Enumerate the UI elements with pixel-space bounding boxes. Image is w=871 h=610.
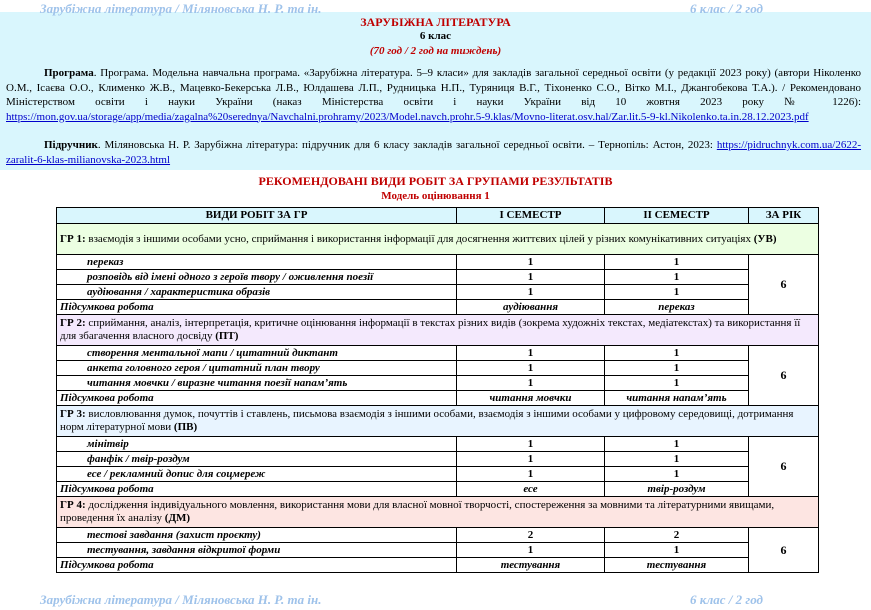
group-row [57, 497, 819, 528]
assessment-table [56, 207, 819, 573]
group-label: ГР 4: [60, 499, 86, 511]
group-label: ГР 1: [60, 232, 86, 245]
group-text: висловлювання думок, почуттів і ставлень, письмова взаємодія з іншими особами, взаємодія з іншими особами у цифровому середовищі, дотримання норм літературної мови [60, 408, 794, 433]
summary-label: Підсумкова робота [57, 558, 457, 573]
activity-row [57, 437, 819, 452]
group-description [57, 406, 819, 437]
summary-semester-2: твір-роздум [605, 482, 749, 497]
semester-2-count: 1 [605, 361, 749, 376]
activity-row [57, 255, 819, 270]
year-total: 6 [749, 346, 819, 406]
activity-row [57, 467, 819, 482]
activity-name: аудіювання / характеристика образів [57, 285, 457, 300]
summary-semester-1: есе [457, 482, 605, 497]
program-label: Програма [44, 67, 94, 79]
semester-1-count: 1 [457, 285, 605, 300]
group-code: (ПТ) [215, 330, 239, 342]
footer-left: Зарубіжна література / Міляновська Н. Р. та ін. [40, 592, 322, 607]
semester-1-count: 1 [457, 452, 605, 467]
header-right: 6 клас / 2 год [690, 1, 763, 16]
activity-row [57, 528, 819, 543]
grade-title: 6 клас [419, 30, 452, 42]
group-text: сприймання, аналіз, інтерпретація, критичне оцінювання інформації в текстах різних видів (зокрема художніх текстах, медіатекстах) та використання її для збагачення власного досвіду [60, 317, 801, 342]
activity-row [57, 361, 819, 376]
group-text: дослідження індивідуального мовлення, використання мови для власної мовної творчості, спостереження за мовними та літературними явищами, проведення їх аналізу [60, 499, 775, 524]
summary-semester-2: переказ [605, 300, 749, 315]
table-header-row [57, 208, 819, 224]
semester-1-count: 1 [457, 376, 605, 391]
semester-2-count: 1 [605, 452, 749, 467]
summary-semester-1: аудіювання [457, 300, 605, 315]
col-header-activities: ВИДИ РОБІТ ЗА ГР [57, 208, 457, 224]
activity-name: створення ментальної мапи / цитатний диктант [57, 346, 457, 361]
semester-1-count: 1 [457, 467, 605, 482]
semester-1-count: 1 [457, 255, 605, 270]
semester-1-count: 1 [457, 437, 605, 452]
summary-row [57, 558, 819, 573]
activity-name: тестові завдання (захист проєкту) [57, 528, 457, 543]
group-code: (ПВ) [173, 421, 198, 433]
semester-2-count: 1 [605, 543, 749, 558]
semester-1-count: 1 [457, 270, 605, 285]
section-title: РЕКОМЕНДОВАНІ ВИДИ РОБІТ ЗА ГРУПАМИ РЕЗУЛЬТАТІВ [258, 174, 613, 188]
summary-label: Підсумкова робота [57, 300, 457, 315]
semester-1-count: 1 [457, 361, 605, 376]
col-header-semester-2: ІІ СЕМЕСТР [605, 208, 749, 224]
hours-title: (70 год / 2 год на тиждень) [369, 45, 502, 57]
semester-2-count: 1 [605, 437, 749, 452]
header-left: Зарубіжна література / Міляновська Н. Р. та ін. [40, 1, 322, 16]
program-link[interactable]: https://mon.gov.ua/storage/app/media/zagalna%20serednya/Navchalni.prohramy/2023/Model.navch.prohr.5-9.klas/Movno-literat.osv.hal/Zar.lit.5-9-kl.Nikolenko.ta.in.28.12.2023.pdf [6, 110, 809, 123]
textbook-paragraph [6, 138, 861, 167]
summary-semester-2: тестування [605, 558, 749, 573]
group-description [57, 224, 819, 255]
activity-name: фанфік / твір-роздум [57, 452, 457, 467]
group-label: ГР 3: [60, 408, 86, 420]
activity-name: тестування, завдання відкритої форми [57, 543, 457, 558]
semester-2-count: 1 [605, 467, 749, 482]
year-total: 6 [749, 255, 819, 315]
semester-2-count: 1 [605, 285, 749, 300]
page-footer [0, 591, 871, 609]
semester-2-count: 1 [605, 376, 749, 391]
activity-name: анкета головного героя / цитатний план твору [57, 361, 457, 376]
textbook-text: . Міляновська Н. Р. Зарубіжна література: підручник для 6 класу закладів загальної середньої освіти. – Тернопіль: Астон, 2023: [97, 139, 713, 151]
group-description [57, 315, 819, 346]
semester-1-count: 1 [457, 543, 605, 558]
summary-semester-1: тестування [457, 558, 605, 573]
activity-name: есе / рекламний допис для соцмереж [57, 467, 457, 482]
group-code: (ДМ) [164, 512, 191, 524]
summary-semester-1: читання мовчки [457, 391, 605, 406]
subject-title: ЗАРУБІЖНА ЛІТЕРАТУРА [360, 15, 511, 29]
program-paragraph [6, 66, 861, 124]
semester-1-count: 2 [457, 528, 605, 543]
summary-row [57, 391, 819, 406]
summary-semester-2: читання напам’ять [605, 391, 749, 406]
activity-name: переказ [57, 255, 457, 270]
textbook-label: Підручник [44, 139, 98, 151]
activity-row [57, 270, 819, 285]
activity-row [57, 452, 819, 467]
group-code: (УВ) [753, 232, 777, 245]
model-title: Модель оцінювання 1 [381, 190, 490, 202]
semester-1-count: 1 [457, 346, 605, 361]
activity-name: мінітвір [57, 437, 457, 452]
semester-2-count: 2 [605, 528, 749, 543]
summary-label: Підсумкова робота [57, 482, 457, 497]
semester-2-count: 1 [605, 346, 749, 361]
summary-row [57, 300, 819, 315]
summary-label: Підсумкова робота [57, 391, 457, 406]
year-total: 6 [749, 528, 819, 573]
semester-2-count: 1 [605, 255, 749, 270]
activity-row [57, 346, 819, 361]
activity-name: розповідь від імені одного з героїв твору / оживлення поезії [57, 270, 457, 285]
year-total: 6 [749, 437, 819, 497]
group-label: ГР 2: [60, 317, 86, 329]
activity-row [57, 285, 819, 300]
col-header-year: ЗА РІК [749, 208, 819, 224]
program-text: . Програма. Модельна навчальна програма. «Зарубіжна література. 5–9 класи» для закладів загальної середньої освіти (у редакції 2023 року) (автори Ніколенко О.М., Ісаєва О.О., Клименко Ж.В., Мацевко-Бекерська Л.В., Юлдашева Л.П., Рудницька Н.П., Туряниця В.Г., Тіхоненко С.О., Вітко М.І., Джангобекова Т.А.). / Рекомендовано Міністерством освіти і науки України (наказ Міністерства освіти і науки України від 10 жовтня 2023 року № 1226): [6, 67, 861, 108]
textbook-link[interactable]: https://pidruchnyk.com.ua/2622-zaralit-6-klas-milianovska-2023.html [6, 139, 862, 166]
activity-row [57, 376, 819, 391]
semester-2-count: 1 [605, 270, 749, 285]
group-row [57, 224, 819, 255]
col-header-semester-1: І СЕМЕСТР [457, 208, 605, 224]
activity-row [57, 543, 819, 558]
summary-row [57, 482, 819, 497]
footer-right: 6 клас / 2 год [690, 592, 763, 607]
group-row [57, 406, 819, 437]
activity-name: читання мовчки / виразне читання поезії напам’ять [57, 376, 457, 391]
group-row [57, 315, 819, 346]
group-description [57, 497, 819, 528]
group-text: взаємодія з іншими особами усно, сприймання і використання інформації для досягнення життєвих цілей у різних комунікативних ситуаціях [85, 232, 754, 245]
